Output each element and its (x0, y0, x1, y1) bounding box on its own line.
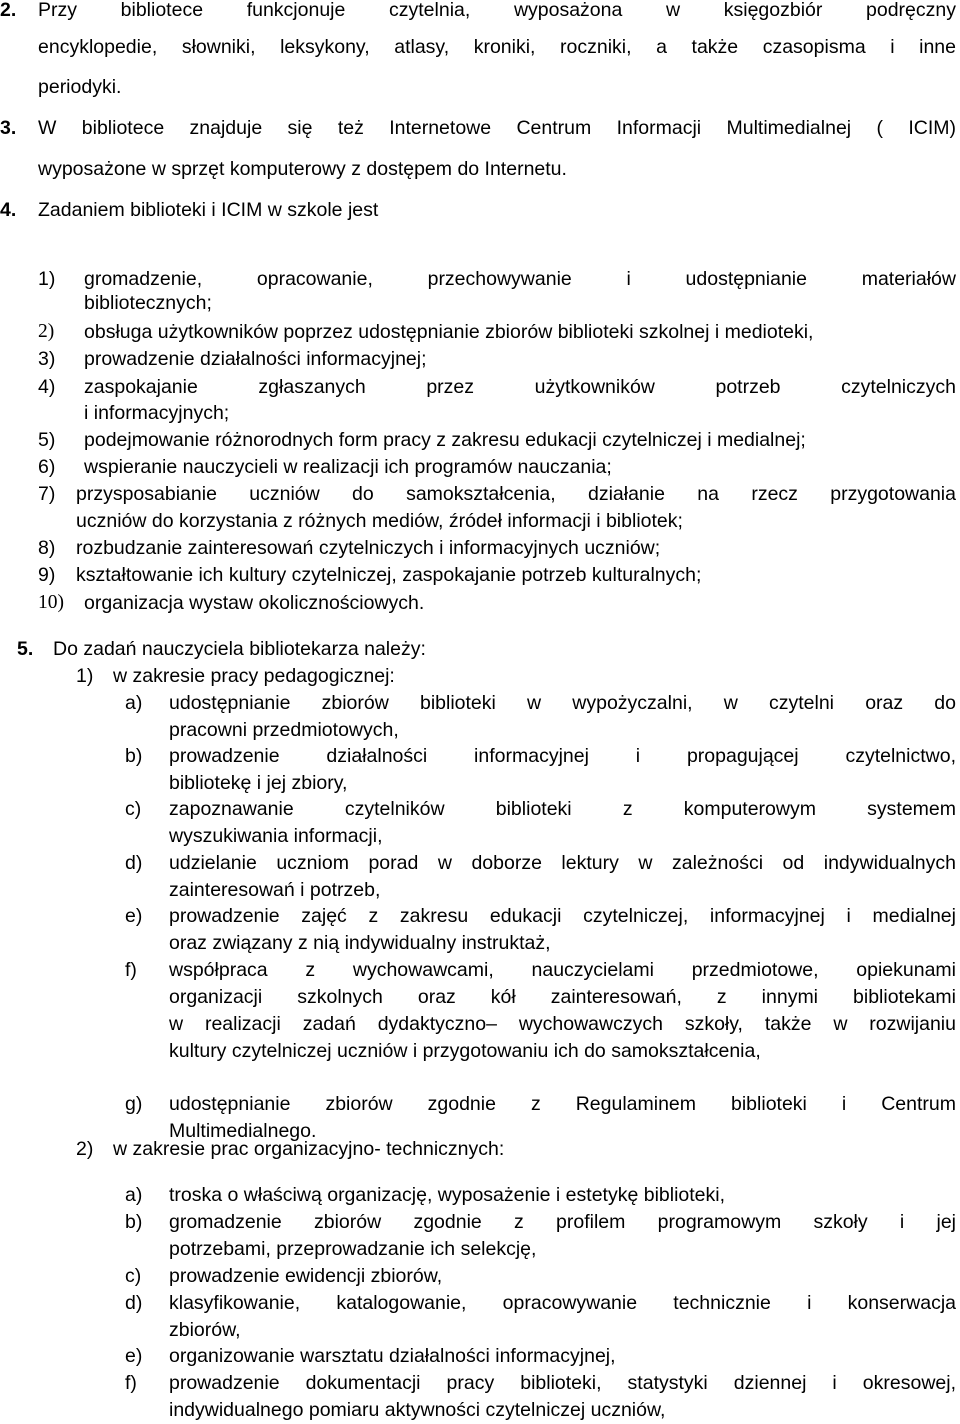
list-item-line: prowadzenie ewidencji zbiorów, (169, 1265, 443, 1287)
subsection-title: w zakresie pracy pedagogicznej: (113, 665, 395, 687)
list-number: 3) (38, 348, 56, 370)
list-letter: a) (125, 1184, 143, 1206)
list-letter: e) (125, 1345, 143, 1367)
list-letter: b) (125, 1211, 143, 1233)
list-item-line: pracowni przedmiotowych, (169, 719, 399, 741)
list-item-line: rozbudzanie zainteresowań czytelniczych i informacyjnych uczniów; (76, 537, 661, 559)
list-number: 7) (38, 483, 56, 505)
subsection-title: w zakresie prac organizacyjno- technicznych: (113, 1138, 505, 1160)
list-number: 6) (38, 456, 56, 478)
list-item-line: organizowanie warsztatu działalności informacyjnej, (169, 1345, 616, 1367)
text-line: periodyki. (38, 76, 122, 98)
list-item-line: bibliotecznych; (84, 292, 212, 314)
list-item-line: wyszukiwania informacji, (169, 825, 383, 847)
list-item-line: bibliotekę i jej zbiory, (169, 772, 348, 794)
list-letter: c) (125, 798, 142, 820)
list-item-line: zainteresowań i potrzeb, (169, 879, 381, 901)
list-item-line: udzielanie uczniom porad w doborze lektury w zależności od indywidualnych (169, 852, 956, 874)
list-number: 1) (38, 268, 56, 290)
list-item-line: organizacji szkolnych oraz kół zainteresowań, z innymi bibliotekami (169, 986, 956, 1008)
list-item-line: i informacyjnych; (84, 402, 230, 424)
list-number: 1) (76, 665, 94, 687)
section-title: Do zadań nauczyciela bibliotekarza należy: (53, 638, 426, 660)
text-line: Przy bibliotece funkcjonuje czytelnia, wyposażona w księgozbiór podręczny (38, 0, 956, 21)
list-item-line: indywidualnego pomiaru aktywności czytelniczej uczniów, (169, 1399, 666, 1421)
list-number: 4) (38, 376, 56, 398)
list-item-line: zapoznawanie czytelników biblioteki z komputerowym systemem (169, 798, 956, 820)
text-line: encyklopedie, słowniki, leksykony, atlasy, kroniki, roczniki, a także czasopisma i inne (38, 36, 956, 58)
list-letter: b) (125, 745, 143, 767)
list-letter: f) (125, 1372, 137, 1394)
list-item-line: prowadzenie działalności informacyjnej i propagującej czytelnictwo, (169, 745, 956, 767)
list-item-line: prowadzenie dokumentacji pracy biblioteki, statystyki dziennej i okresowej, (169, 1372, 956, 1394)
list-item-line: kultury czytelniczej uczniów i przygotowaniu ich do samokształcenia, (169, 1040, 761, 1062)
list-item-line: współpraca z wychowawcami, nauczycielami przedmiotowe, opiekunami (169, 959, 956, 981)
section-number: 2. (0, 0, 17, 21)
section-number: 5. (17, 638, 34, 660)
list-item-line: gromadzenie, opracowanie, przechowywanie i udostępnianie materiałów (84, 268, 956, 290)
list-letter: d) (125, 1292, 143, 1314)
section-title: Zadaniem biblioteki i ICIM w szkole jest (38, 199, 379, 221)
list-number: 2) (76, 1138, 94, 1160)
list-item-line: prowadzenie działalności informacyjnej; (84, 348, 427, 370)
list-item-line: zaspokajanie zgłaszanych przez użytkowników potrzeb czytelniczych (84, 376, 956, 398)
list-number: 9) (38, 564, 56, 586)
list-number: 5) (38, 429, 56, 451)
list-item-line: troska o właściwą organizację, wyposażenie i estetykę biblioteki, (169, 1184, 726, 1206)
list-item-line: w realizacji zadań dydaktyczno– wychowawczych szkoły, także w rozwijaniu (169, 1013, 956, 1035)
list-item-line: zbiorów, (169, 1319, 241, 1341)
list-item-line: podejmowanie różnorodnych form pracy z zakresu edukacji czytelniczej i medialnej; (84, 429, 806, 451)
text-line: wyposażone w sprzęt komputerowy z dostępem do Internetu. (38, 158, 567, 180)
list-letter: d) (125, 852, 143, 874)
list-number: 10) (38, 592, 64, 613)
list-item-line: obsługa użytkowników poprzez udostępnianie zbiorów biblioteki szkolnej i medioteki, (84, 321, 814, 343)
list-number: 2) (38, 321, 55, 342)
list-item-line: gromadzenie zbiorów zgodnie z profilem programowym szkoły i jej (169, 1211, 956, 1233)
list-item-line: uczniów do korzystania z różnych mediów, źródeł informacji i bibliotek; (76, 510, 683, 532)
list-item-line: potrzebami, przeprowadzanie ich selekcję, (169, 1238, 537, 1260)
list-letter: g) (125, 1093, 143, 1115)
text-line: W bibliotece znajduje się też Internetowe Centrum Informacji Multimedialnej ( ICIM) (38, 117, 956, 139)
list-item-line: wspieranie nauczycieli w realizacji ich programów nauczania; (84, 456, 612, 478)
list-item-line: prowadzenie zajęć z zakresu edukacji czytelniczej, informacyjnej i medialnej (169, 905, 956, 927)
list-letter: a) (125, 692, 143, 714)
section-number: 3. (0, 117, 17, 139)
list-number: 8) (38, 537, 56, 559)
section-number: 4. (0, 199, 17, 221)
list-letter: f) (125, 959, 137, 981)
list-item-line: udostępnianie zbiorów zgodnie z Regulaminem biblioteki i Centrum (169, 1093, 956, 1115)
list-letter: c) (125, 1265, 142, 1287)
list-item-line: kształtowanie ich kultury czytelniczej, zaspokajanie potrzeb kulturalnych; (76, 564, 702, 586)
list-item-line: Multimedialnego. (169, 1120, 317, 1142)
list-item-line: udostępnianie zbiorów biblioteki w wypożyczalni, w czytelni oraz do (169, 692, 956, 714)
list-item-line: klasyfikowanie, katalogowanie, opracowywanie technicznie i konserwacja (169, 1292, 956, 1314)
list-item-line: oraz związany z nią indywidualny instruktaż, (169, 932, 551, 954)
list-letter: e) (125, 905, 143, 927)
list-item-line: organizacja wystaw okolicznościowych. (84, 592, 425, 614)
list-item-line: przysposabianie uczniów do samokształcenia, działanie na rzecz przygotowania (76, 483, 956, 505)
